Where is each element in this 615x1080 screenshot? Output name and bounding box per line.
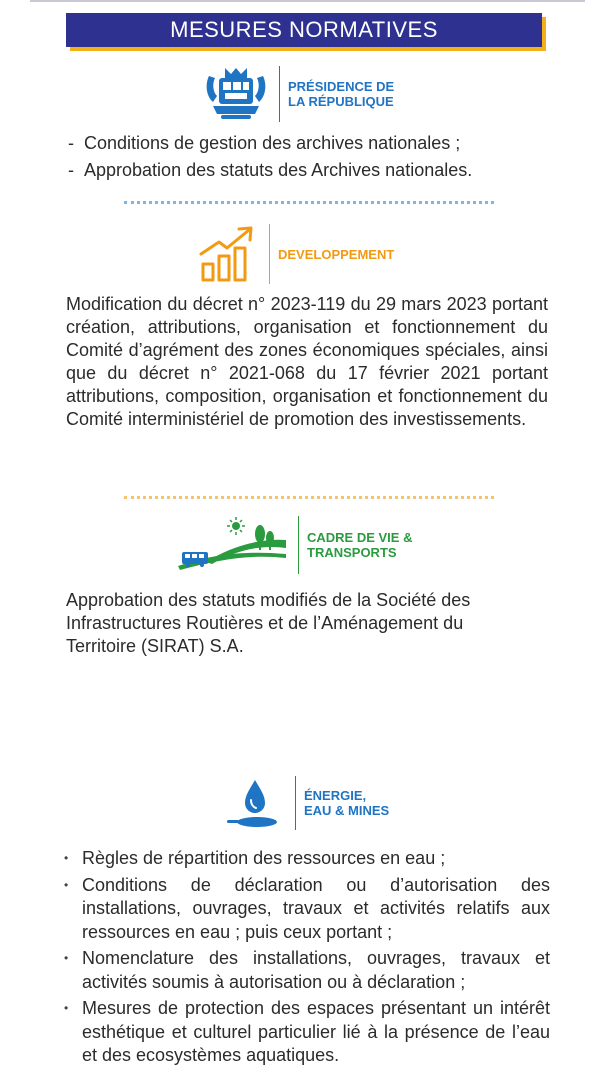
ministry-header-presidence [203,66,394,122]
section-divider [124,496,494,499]
ministry-name-line2: EAU & MINES [304,803,390,818]
water-drop-icon [225,776,285,830]
cadre-de-vie-measure-text: Approbation des statuts modifiés de la Société des Infrastructures Routières et de l’Aménagement du Territoire (SIRAT) S.A. [66,590,471,656]
list-item: - Approbation des statuts des Archives nationales. [66,157,586,184]
ministry-name-line1: CADRE DE VIE & [307,530,413,545]
page-title: MESURES NORMATIVES [66,13,542,47]
ministry-name-line1: PRÉSIDENCE DE [288,79,395,94]
energie-measures-list [62,847,550,1071]
ministry-name-line2: TRANSPORTS [307,545,397,560]
section-divider [124,201,494,204]
landscape-bus-icon [178,516,288,574]
ministry-name-line1: ÉNERGIE, [304,788,367,803]
coat-of-arms-icon [203,66,269,122]
top-divider [30,0,585,2]
list-item: • Mesures de protection des espaces présentant un intérêt esthétique et culturel particulier lié à la présence de l’eau et des ecosystèmes aquatiques. [62,997,550,1068]
ministry-header-energie [225,776,389,830]
ministry-name-line2: LA RÉPUBLIQUE [288,94,394,109]
ministry-header-developpement [197,224,394,284]
developpement-measure-text: Modification du décret n° 2023-119 du 29 mars 2023 portant création, attributions, organisation et fonctionnement du Comité d’agrément des zones économiques spéciales, ainsi que du décret n° 2021-068 du 17 février 2021 portant attributions, composition, organisation et fonctionnement du Comité interministériel de promotion des investissements. [66,294,548,429]
presidence-measures-list [66,130,586,184]
list-item: • Nomenclature des installations, ouvrages, travaux et activités soumis à autorisation ou à déclaration ; [62,947,550,994]
list-item: • Règles de répartition des ressources en eau ; [62,847,550,871]
growth-chart-icon [197,224,259,284]
ministry-header-cadre-de-vie [178,516,412,574]
list-item: - Conditions de gestion des archives nationales ; [66,130,586,157]
list-item: • Conditions de déclaration ou d’autorisation des installations, ouvrages, travaux et activités relatifs aux ressources en eau ; puis ceux portant ; [62,874,550,945]
ministry-name-line1: DEVELOPPEMENT [278,246,395,262]
